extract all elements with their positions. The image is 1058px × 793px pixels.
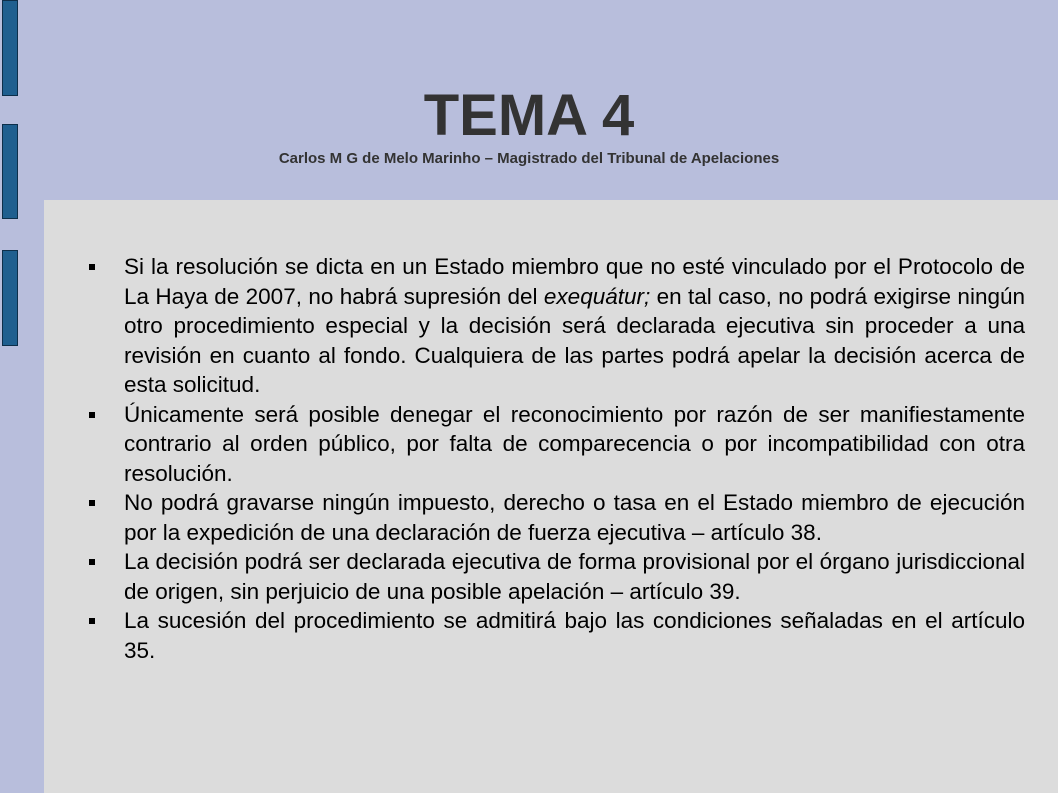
slide-header — [0, 0, 1058, 200]
bullet-item-5 — [124, 606, 1025, 665]
bullet-text: La decisión podrá ser declarada ejecutiva de forma provisional por el órgano jurisdiccional de origen, sin perjuicio de una posible apelación – artículo 39. — [124, 549, 1025, 604]
bullet-square-icon — [89, 412, 95, 418]
bullet-square-icon — [89, 618, 95, 624]
bullet-text: Si la resolución se dicta en un Estado miembro que no esté vinculado por el Protocolo de La Haya de 2007, no habrá supresión del — [124, 254, 1025, 309]
bullet-item-3 — [124, 488, 1025, 547]
bullet-list — [124, 252, 1025, 665]
bullet-square-icon — [89, 500, 95, 506]
bullet-item-1 — [124, 252, 1025, 400]
slide-content — [44, 200, 1058, 793]
bullet-text-italic: exequátur; — [543, 283, 651, 309]
bullet-text: La sucesión del procedimiento se admitirá bajo las condiciones señaladas en el artículo 35. — [124, 608, 1025, 663]
slide-title: TEMA 4 — [423, 83, 635, 148]
bullet-square-icon — [89, 559, 95, 565]
bullet-text: en tal caso, no podrá exigirse ningún otro procedimiento especial y la decisión será declarada ejecutiva sin proceder a una revisión en cuanto al fondo. Cualquiera de las partes podrá apelar la decisión acerca de esta solicitud. — [124, 283, 1025, 397]
bullet-item-2 — [124, 400, 1025, 489]
slide-subtitle: Carlos M G de Melo Marinho – Magistrado del Tribunal de Apelaciones — [278, 150, 780, 167]
bullet-square-icon — [89, 264, 95, 270]
bullet-item-4 — [124, 547, 1025, 606]
bullet-text: No podrá gravarse ningún impuesto, derecho o tasa en el Estado miembro de ejecución por la expedición de una declaración de fuerza ejecutiva – artículo 38. — [124, 490, 1025, 545]
decor-bar-bottom — [2, 250, 18, 346]
bullet-text: Únicamente será posible denegar el reconocimiento por razón de ser manifiestamente contrario al orden público, por falta de comparecencia o por incompatibilidad con otra resolución. — [124, 401, 1025, 486]
